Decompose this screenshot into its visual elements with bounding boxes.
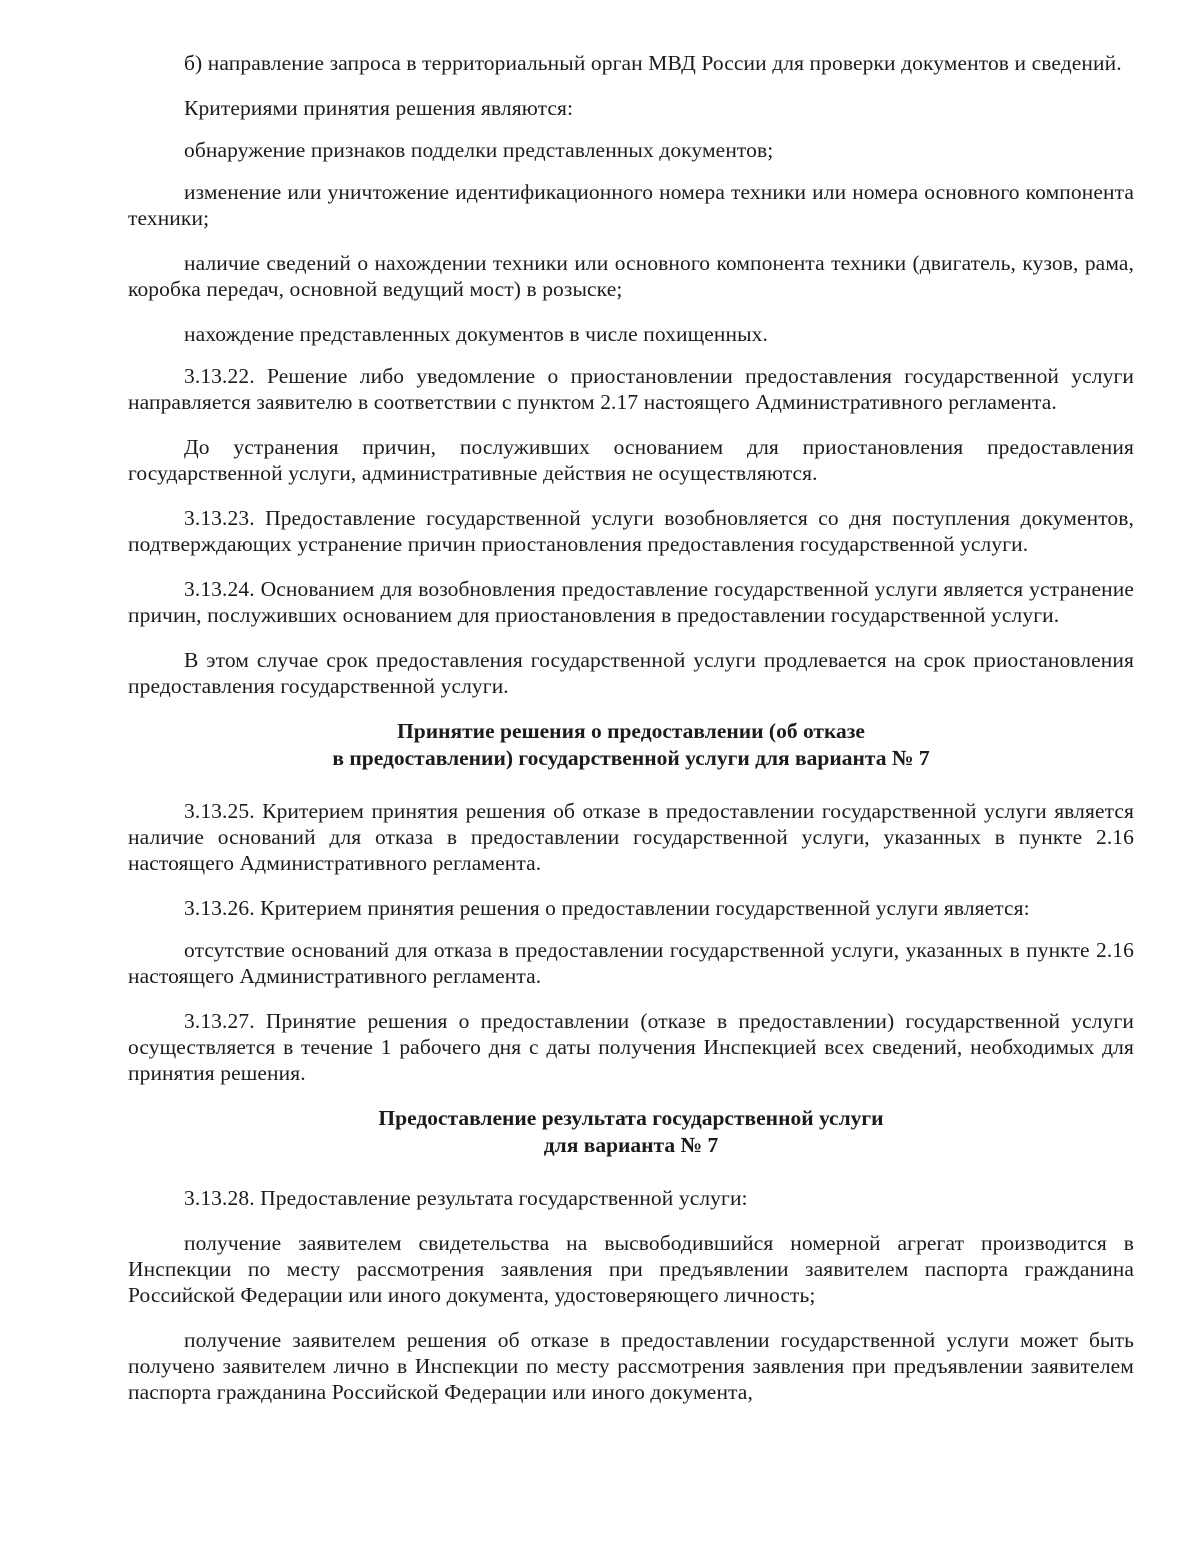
paragraph-suspension-effect: До устранения причин, послуживших основанием для приостановления предоставления государственной услуги, административные действия не осуществляются. (128, 435, 1134, 485)
paragraph-no-refusal-grounds: отсутствие оснований для отказа в предоставлении государственной услуги, указанных в пункте 2.16 настоящего Административного регламента. (128, 938, 1134, 988)
section-heading-decision (128, 718, 1134, 772)
paragraph-3-13-25: 3.13.25. Критерием принятия решения об отказе в предоставлении государственной услуги является наличие оснований для отказа в предоставлении государственной услуги, указанных в пункте 2.16 настоящего Административного регламента. (128, 799, 1134, 875)
paragraph-3-13-24: 3.13.24. Основанием для возобновления предоставление государственной услуги является устранение причин, послуживших основанием для приостановления в предоставлении государственной услуги. (128, 577, 1134, 627)
paragraph-criterion-stolen-docs: нахождение представленных документов в числе похищенных. (184, 322, 769, 346)
section-heading-decision-line1: Принятие решения о предоставлении (об отказе (397, 719, 865, 743)
paragraph-3-13-28: 3.13.28. Предоставление результата государственной услуги: (184, 1186, 748, 1210)
paragraph-3-13-23: 3.13.23. Предоставление государственной услуги возобновляется со дня поступления документов, подтверждающих устранение причин приостановления предоставления государственной услуги. (128, 506, 1134, 556)
paragraph-criterion-wanted: наличие сведений о нахождении техники или основного компонента техники (двигатель, кузов, рама, коробка передач, основной ведущий мост) в розыске; (128, 251, 1134, 301)
paragraph-term-extension: В этом случае срок предоставления государственной услуги продлевается на срок приостановления предоставления государственной услуги. (128, 648, 1134, 698)
section-heading-decision-line2: в предоставлении) государственной услуги для варианта № 7 (332, 746, 930, 770)
section-heading-result (128, 1105, 1134, 1159)
paragraph-criteria-intro: Критериями принятия решения являются: (184, 96, 574, 120)
paragraph-criterion-number-change: изменение или уничтожение идентификационного номера техники или номера основного компонента техники; (128, 180, 1134, 230)
paragraph-3-13-26: 3.13.26. Критерием принятия решения о предоставлении государственной услуги является: (184, 896, 1030, 920)
paragraph-criterion-forgery: обнаружение признаков подделки представленных документов; (184, 138, 774, 162)
paragraph-refusal-receipt: получение заявителем решения об отказе в предоставлении государственной услуги может быть получено заявителем лично в Инспекции по месту рассмотрения заявления при предъявлении заявителем паспорта гражданина Российской Федерации или иного документа, (128, 1328, 1134, 1404)
section-heading-result-line2: для варианта № 7 (543, 1133, 719, 1157)
section-heading-result-line1: Предоставление результата государственной услуги (378, 1106, 884, 1130)
paragraph-3-13-22: 3.13.22. Решение либо уведомление о приостановлении предоставления государственной услуги направляется заявителю в соответствии с пунктом 2.17 настоящего Административного регламента. (128, 364, 1134, 414)
paragraph-certificate-receipt: получение заявителем свидетельства на высвободившийся номерной агрегат производится в Инспекции по месту рассмотрения заявления при предъявлении заявителем паспорта гражданина Российской Федерации или иного документа, удостоверяющего личность; (128, 1231, 1134, 1307)
paragraph-request-mvd: б) направление запроса в территориальный орган МВД России для проверки документов и сведений. (184, 51, 1122, 75)
document-body (128, 50, 1134, 1424)
paragraph-3-13-27: 3.13.27. Принятие решения о предоставлении (отказе в предоставлении) государственной услуги осуществляется в течение 1 рабочего дня с даты получения Инспекцией всех сведений, необходимых для принятия решения. (128, 1009, 1134, 1085)
